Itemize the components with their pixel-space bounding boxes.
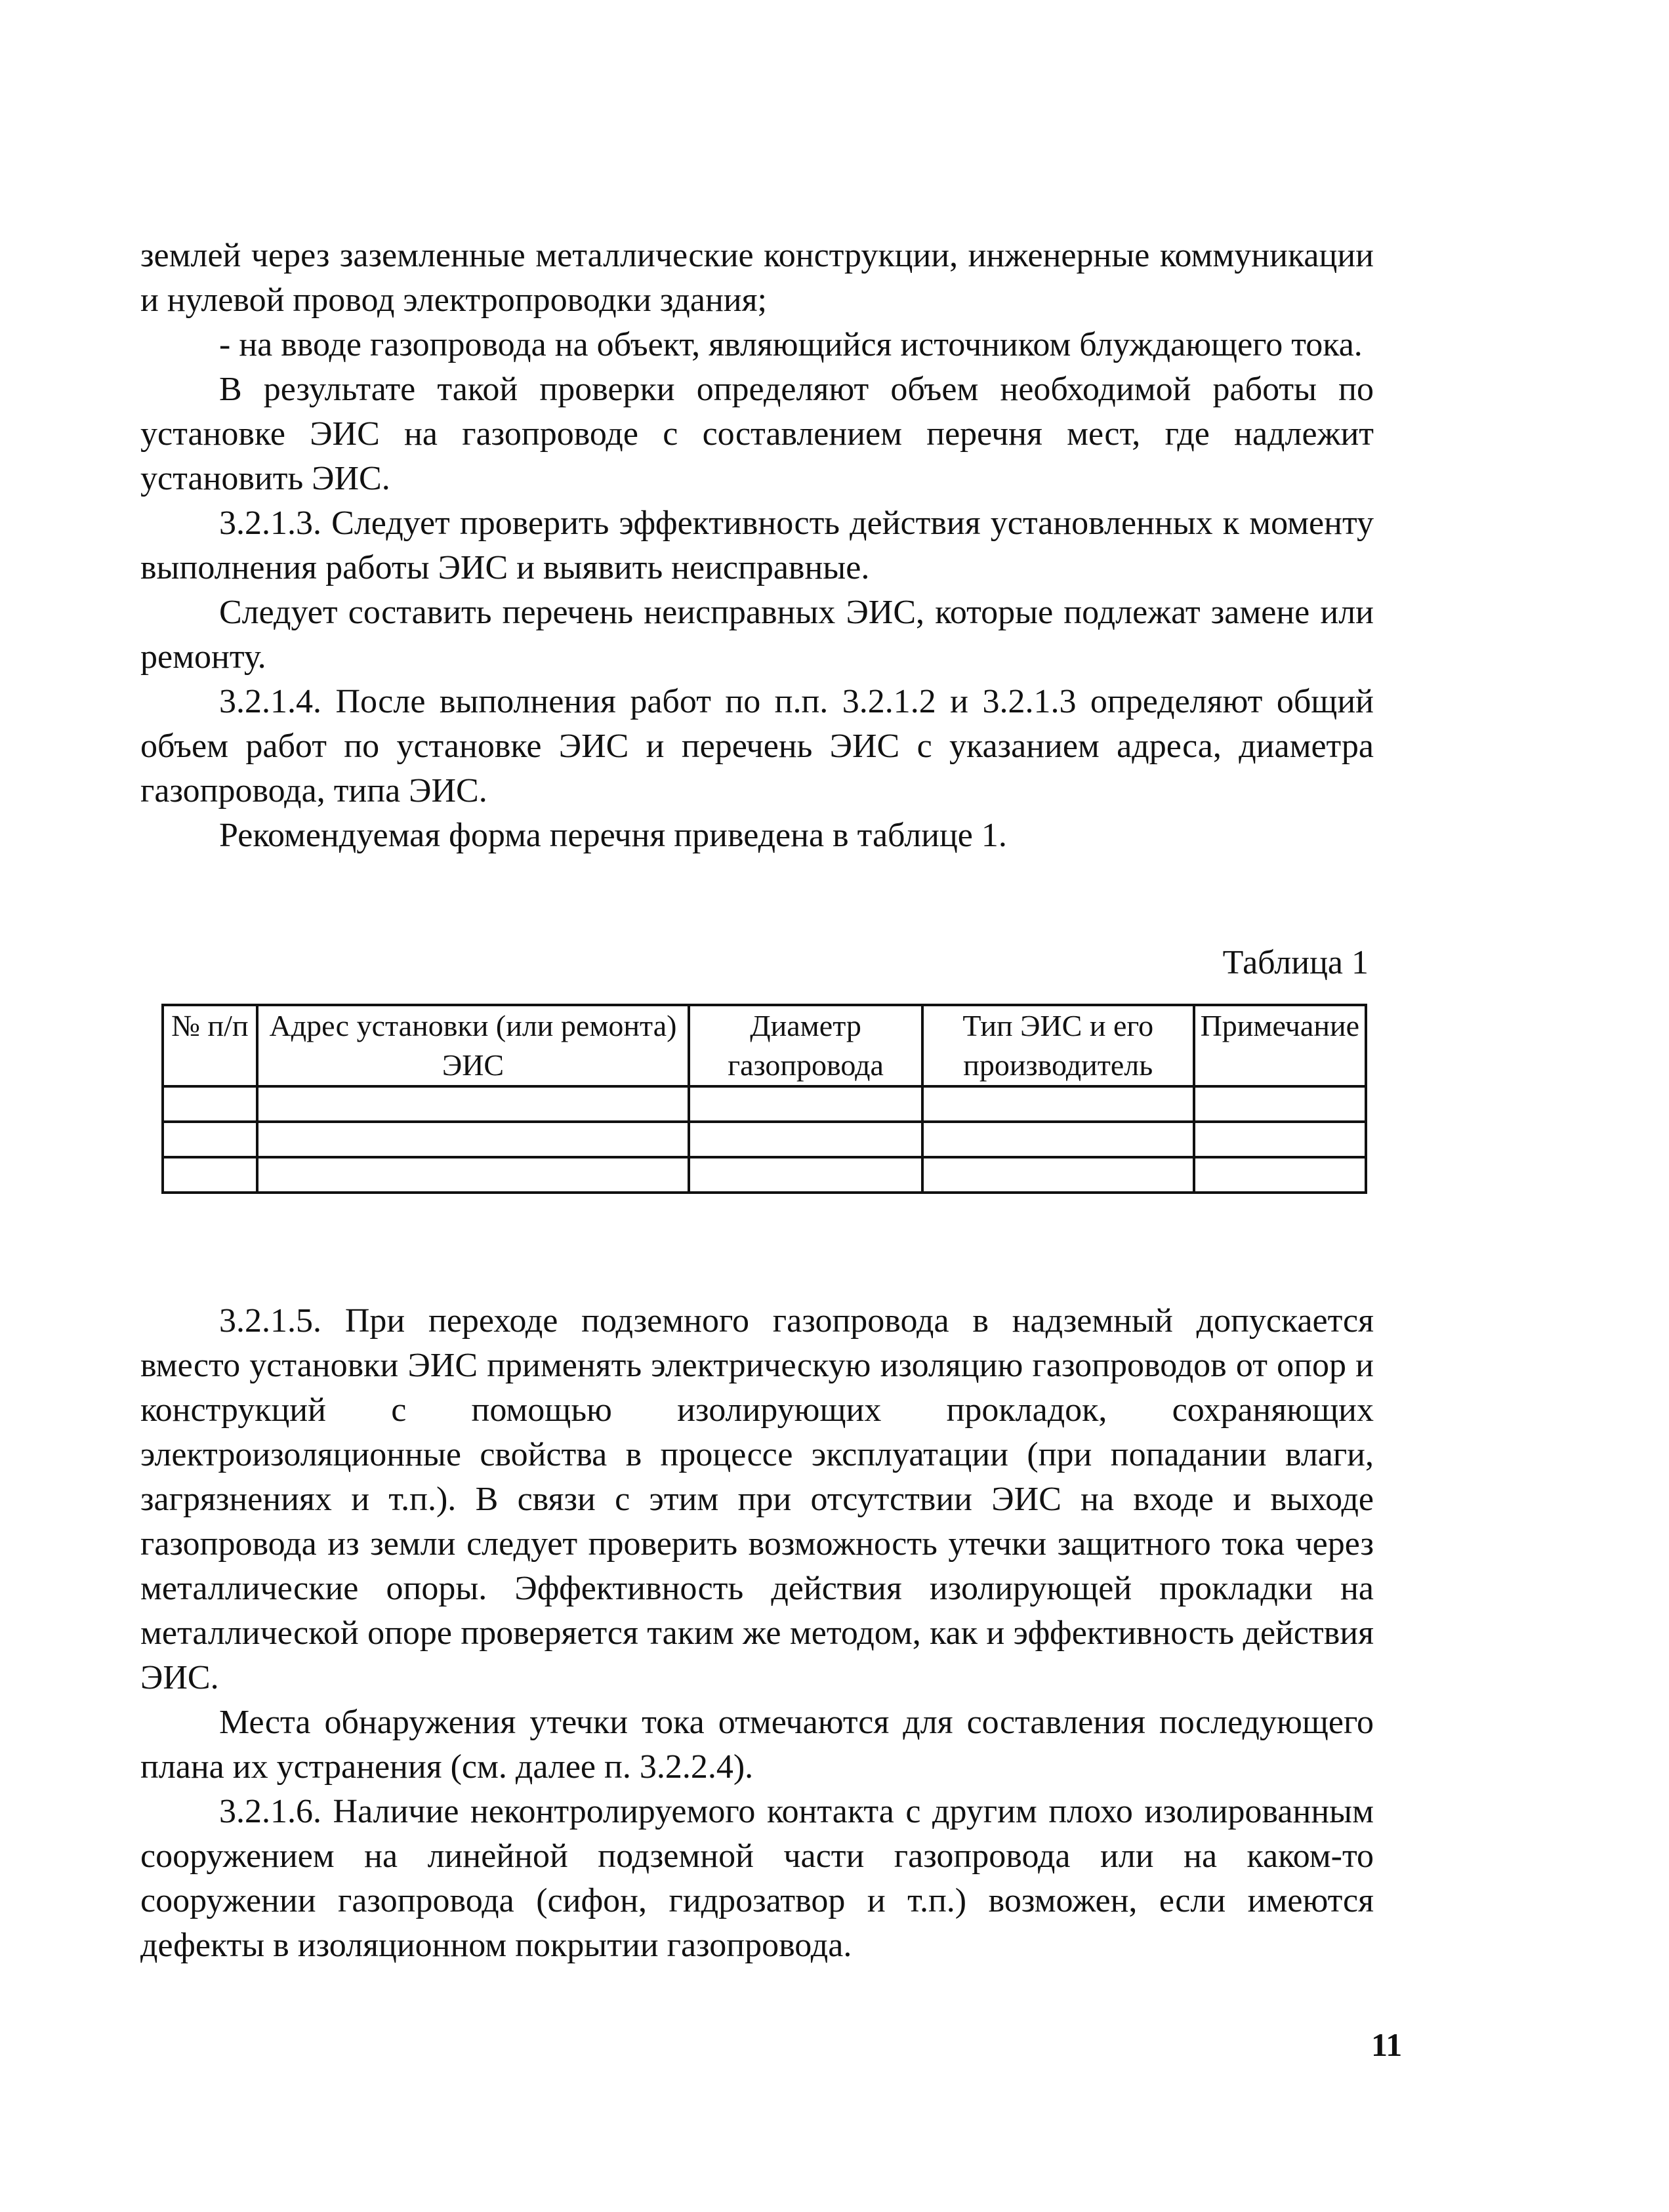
table-cell — [163, 1157, 257, 1193]
table-cell — [689, 1157, 922, 1193]
table-cell — [163, 1122, 257, 1157]
header-type: Тип ЭИС и его производитель — [922, 1005, 1194, 1086]
header-num: № п/п — [163, 1005, 257, 1086]
table-caption: Таблица 1 — [1222, 944, 1369, 981]
table-container — [161, 1004, 1367, 1194]
paragraph: 3.2.1.4. После выполнения работ по п.п. 3.2.1.2 и 3.2.1.3 определяют общий объем работ по установке ЭИС и перечень ЭИС с указанием адреса, диаметра газопровода, типа ЭИС. — [140, 683, 1374, 809]
paragraph: Рекомендуемая форма перечня приведена в таблице 1. — [219, 817, 1007, 854]
table-cell — [922, 1086, 1194, 1122]
paragraph: 3.2.1.3. Следует проверить эффективность действия установленных к моменту выполнения работы ЭИС и выявить неисправные. — [140, 504, 1374, 586]
table-cell — [922, 1157, 1194, 1193]
header-note: Примечание — [1194, 1005, 1366, 1086]
paragraph: 3.2.1.6. Наличие неконтролируемого контакта с другим плохо изолированным сооружением на линейной подземной части газопровода или на каком-то сооружении газопровода (сифон, гидрозатвор и т.п.) возможен, если имеются дефекты в изоляционном покрытии газопровода. — [140, 1793, 1374, 1964]
paragraph: В результате такой проверки определяют объем необходимой работы по установке ЭИС на газопроводе с составлением перечня мест, где надлежит установить ЭИС. — [140, 371, 1374, 497]
table-cell — [1194, 1086, 1366, 1122]
table-cell — [922, 1122, 1194, 1157]
table-row — [163, 1086, 1366, 1122]
table-cell — [163, 1086, 257, 1122]
table-row — [163, 1157, 1366, 1193]
header-diameter: Диаметр газопровода — [689, 1005, 922, 1086]
table-cell — [689, 1086, 922, 1122]
paragraph: - на вводе газопровода на объект, являющийся источником блуждающего тока. — [219, 326, 1363, 363]
table-cell — [689, 1122, 922, 1157]
paragraph: землей через заземленные металлические конструкции, инженерные коммуникации и нулевой провод электропроводки здания; — [140, 237, 1374, 319]
paragraph: 3.2.1.5. При переходе подземного газопровода в надземный допускается вместо установки ЭИС применять электрическую изоляцию газопроводов от опор и конструкций с помощью изолирующих прокладок, сохраняющих электроизоляционные свойства в процессе эксплуатации (при попадании влаги, загрязнениях и т.п.). В связи с этим при отсутствии ЭИС на входе и выходе газопровода из земли следует проверить возможность утечки защитного тока через металлические опоры. Эффективность действия изолирующей прокладки на металлической опоре проверяется таким же методом, как и эффективность действия ЭИС. — [140, 1302, 1374, 1696]
paragraph: Места обнаружения утечки тока отмечаются для составления последующего плана их устранения (см. далее п. 3.2.2.4). — [140, 1704, 1374, 1786]
table-header-row — [163, 1005, 1366, 1086]
text-block-top — [140, 234, 1374, 858]
page-number: 11 — [1371, 2026, 1403, 2063]
eis-list-table — [161, 1004, 1367, 1194]
table-cell — [257, 1122, 690, 1157]
table-cell — [1194, 1157, 1366, 1193]
table-cell — [257, 1157, 690, 1193]
paragraph: Следует составить перечень неисправных ЭИС, которые подлежат замене или ремонту. — [140, 594, 1374, 676]
text-block-bottom — [140, 1299, 1374, 1968]
table-row — [163, 1122, 1366, 1157]
header-address: Адрес установки (или ремонта) ЭИС — [257, 1005, 690, 1086]
table-cell — [1194, 1122, 1366, 1157]
table-cell — [257, 1086, 690, 1122]
